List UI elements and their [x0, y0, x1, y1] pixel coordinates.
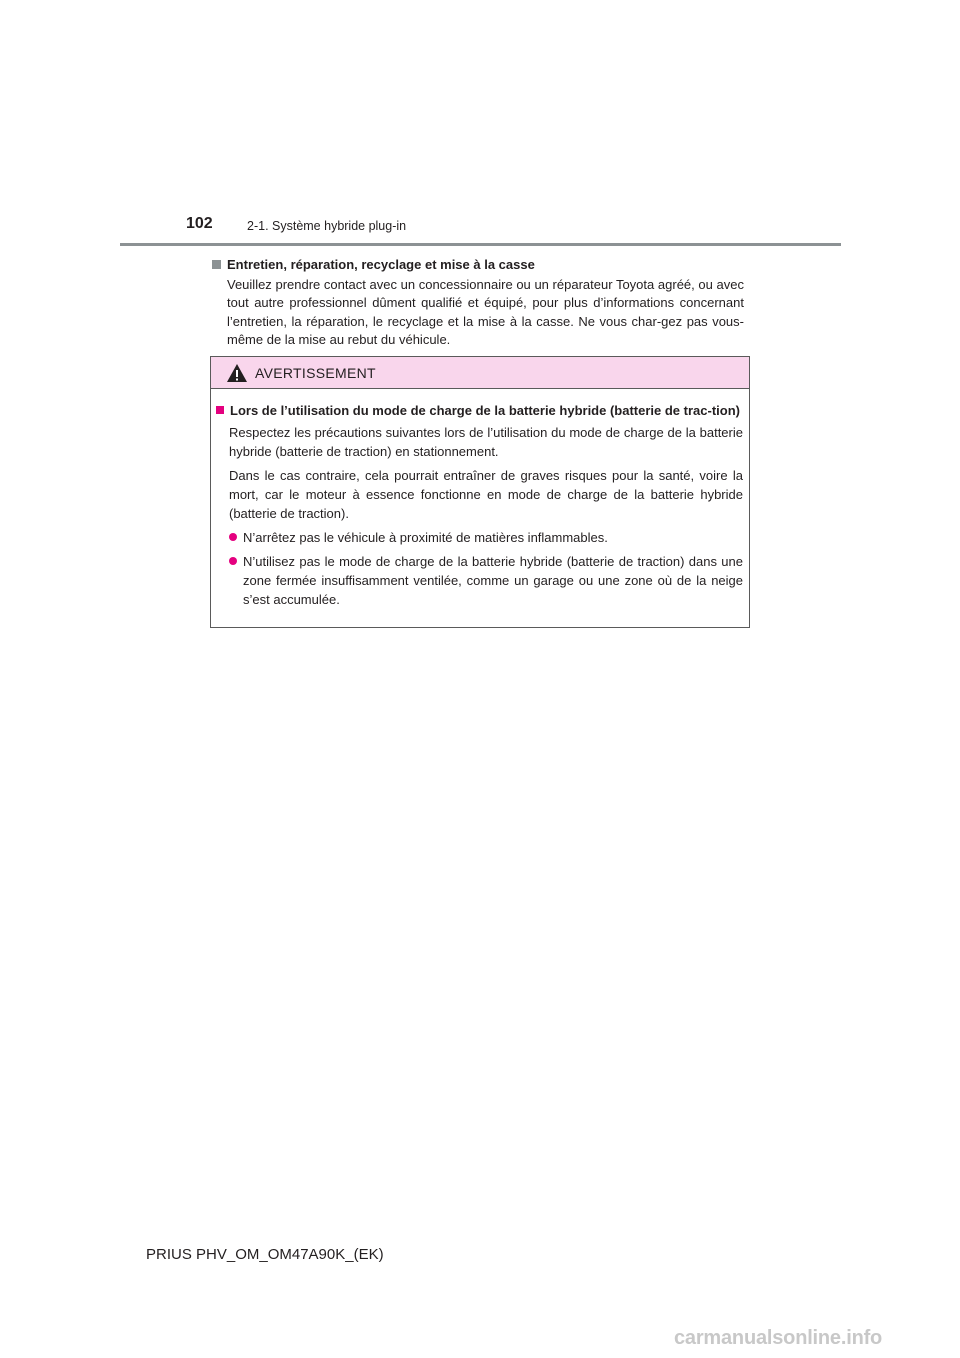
footer-document-code: PRIUS PHV_OM_OM47A90K_(EK) — [146, 1246, 384, 1263]
warning-paragraph-1: Respectez les précautions suivantes lors de l’utilisation du mode de charge de la batterie hybride (batterie de traction) en stationnement. — [229, 425, 743, 459]
warning-title: AVERTISSEMENT — [255, 364, 376, 381]
watermark: carmanualsonline.info — [674, 1327, 883, 1349]
warning-body — [211, 389, 749, 609]
warning-header — [211, 357, 749, 389]
pink-square-bullet-icon — [216, 406, 224, 414]
section-title: 2-1. Système hybride plug-in — [247, 219, 407, 233]
maintenance-body: Veuillez prendre contact avec un concessionnaire ou un réparateur Toyota agréé, ou avec tout autre professionnel dûment qualifié et équipé, pour plus d’informations concernant l’entretien, la réparation, le recyclage et la mise à la casse. Ne vous char-gez pas vous-même de la mise au rebut du véhicule. — [227, 277, 744, 347]
warning-paragraph-2: Dans le cas contraire, cela pourrait entraîner de graves risques pour la santé, voire la mort, car le moteur à essence fonctionne en mode de charge de la batterie hybride (batterie de traction). — [229, 468, 743, 521]
maintenance-section — [212, 256, 744, 349]
maintenance-heading-text: Entretien, réparation, recyclage et mise à la casse — [227, 257, 535, 272]
warning-bullet-item — [229, 528, 743, 547]
warning-heading-text: Lors de l’utilisation du mode de charge de la batterie hybride (batterie de trac-tion) — [230, 403, 740, 418]
square-bullet-icon — [212, 260, 221, 269]
page-number: 102 — [186, 215, 213, 232]
warning-bullet-text: N’arrêtez pas le véhicule à proximité de matières inflammables. — [243, 530, 608, 545]
maintenance-heading — [212, 256, 744, 274]
warning-heading — [216, 401, 743, 420]
header-divider — [120, 243, 841, 246]
warning-bullet-item — [229, 552, 743, 609]
warning-bullet-text: N’utilisez pas le mode de charge de la batterie hybride (batterie de traction) dans une zone fermée insuffisamment ventilée, comme un garage ou une zone où de la neige s’est accumulée. — [243, 554, 743, 607]
pink-dot-bullet-icon — [229, 533, 237, 541]
warning-triangle-icon — [226, 363, 248, 383]
pink-dot-bullet-icon — [229, 557, 237, 565]
warning-box — [210, 356, 750, 628]
